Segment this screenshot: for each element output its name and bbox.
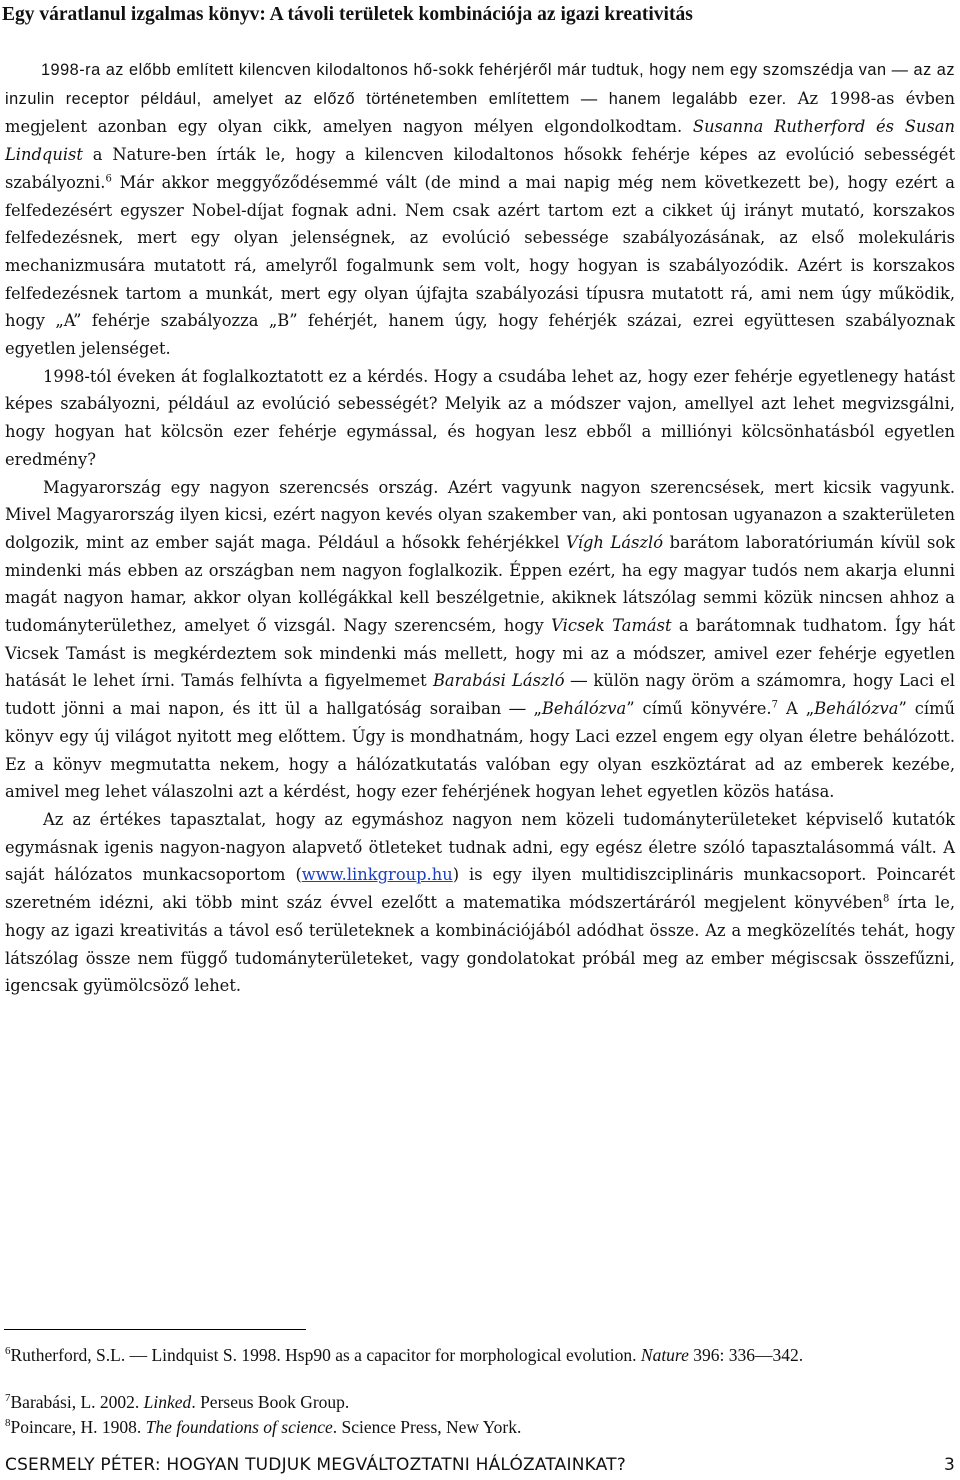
italic-text: Susanna Rutherford és Susan Lindquist <box>5 117 955 165</box>
footnote <box>5 1344 955 1366</box>
footnote <box>5 1391 955 1413</box>
paragraph <box>5 474 955 806</box>
page-number: 3 <box>943 1455 955 1475</box>
text-run: barátom laboratóriumán kívül sok mindenki más ebben az országban nem nagyon foglalkozik. Éppen ezért, ha egy magyar tudós nem akarja elunni magát nagyon hamar, akkor olyan kollégákkal kell beszélgetnie, akiknek látszólag semmi közük nincsen ahhoz a tudományterülethez, amelyet ő vizsgál. Nagy szerencsém, hogy <box>5 532 955 636</box>
italic-text: Linked <box>143 1392 192 1412</box>
text-run: . Perseus Book Group. <box>191 1392 350 1412</box>
paragraph <box>5 363 955 474</box>
text-run: 1998-ra az előbb említett kilencven kilodaltonos hő-sokk fehérjéről már tudtuk, hogy nem egy szomszédja van ― az az inzulin receptor például, amelyet az előző történetemben említettem ― hanem legalább ezer. <box>5 61 955 108</box>
footnote-divider <box>4 1329 306 1330</box>
text-run: . Science Press, New York. <box>332 1417 522 1437</box>
body-text <box>5 56 955 1000</box>
footnote-ref[interactable]: 8 <box>882 893 890 905</box>
text-run: 396: 336―342. <box>688 1345 804 1365</box>
paragraph <box>5 806 955 1000</box>
web-link[interactable]: www.linkgroup.hu <box>301 865 453 885</box>
text-run: ) is egy ilyen multidiszciplináris munkacsoport. Poincarét szeretném idézni, aki több mint száz évvel ezelőtt a matematika módszertáráról megjelent könyvében <box>5 865 955 913</box>
italic-text: The foundations of science <box>145 1417 333 1437</box>
paragraph <box>5 56 955 363</box>
italic-text: Behálózva <box>541 699 627 719</box>
footnote-number: 7 <box>5 1392 11 1405</box>
footnote-ref[interactable]: 6 <box>105 173 112 185</box>
text-run: ” című könyvére. <box>626 699 772 719</box>
running-title: CSERMELY PÉTER: HOGYAN TUDJUK MEGVÁLTOZTATNI HÁLÓZATAINKAT? <box>5 1455 626 1475</box>
text-run: Poincare, H. 1908. <box>10 1417 146 1437</box>
text-run: ” című könyv egy új világot nyitott meg előttem. Úgy is mondhatnám, hogy Laci ezzel engem egy olyan életre behálózott. Ez a könyv megmutatta nekem, hogy a hálózatkutatás valóban egy olyan eszköztárat ad az emberek kezébe, amivel meg lehet válaszolni azt a kérdést, hogy ezer fehérjének hogyan lehet egyetlen közös hatása. <box>5 699 956 802</box>
italic-text: Barabási László <box>432 671 565 691</box>
text-run: A „ <box>777 699 815 719</box>
text-run: Magyarország egy nagyon szerencsés ország. Azért vagyunk nagyon szerencsések, mert kicsik vagyunk. Mivel Magyarország ilyen kicsi, ezért nagyon kevés olyan szakember van, aki pontosan ugyanazon a szakterületen dolgozik, mint az ember saját maga. Például a hősokk fehérjékkel <box>5 477 955 552</box>
italic-text: Behálózva <box>814 699 899 719</box>
text-run: írta le, hogy az igazi kreativitás a távol eső területeknek a kombinációjából adódhat össze. Az a megközelítés tehát, hogy látszólag össze nem függő tudományterületeket, vagy gondolatokat próbál meg az ember mégiscsak összefűzni, igencsak gyümölcsöző lehet. <box>5 893 956 996</box>
text-run: Az az értékes tapasztalat, hogy az egymáshoz nagyon nem közeli tudományterületeket képviselő kutatók egymásnak igenis nagyon-nagyon alapvető ötleteket tudnak adni, egy egész életre szóló tapasztalásommá vált. A saját hálózatos munkacsoportom ( <box>5 809 955 885</box>
text-run: Már akkor meggyőződésemmé vált (de mind a mai napig még nem következett be), hogy ezért a felfedezésért egyszer Nobel-díjat fognak adni. Nem csak azért tartom ezt a cikket új irányt mutató, korszakos felfedezésnek, mert egy olyan jelenségnek, az evolúció sebessége szabályozásának, az első molekuláris mechanizmusára mutatott rá, amelyről fogalmunk sem volt, hogy hogyan is szabályozódik. Azért is korszakos felfedezésnek tartom a munkát, mert egy olyan újfajta szabályozási típusra mutatott rá, ami nem úgy működik, hogy „A” fehérje szabályozza „B” fehérjét, hanem úgy, hogy fehérjék százai, ezrei együttesen szabályoznak egyetlen jelenséget. <box>5 172 955 359</box>
text-run: Az 1998-as évben megjelent azonban egy olyan cikk, amelyen nagyon mélyen elgondolkodtam. <box>5 88 955 137</box>
italic-text: Vígh László <box>566 532 664 552</box>
text-run: Rutherford, S.L. ― Lindquist S. 1998. Hsp90 as a capacitor for morphological evolution. <box>10 1345 641 1365</box>
text-run: a barátomnak tudhatom. Így hát Vicsek Tamást is megkérdeztem sok mindenki más mellett, hogy mi az a módszer, amivel ezer fehérje egyetlen hatását le lehet írni. Tamás felhívta a figyelmemet <box>5 616 955 691</box>
footnote-number: 6 <box>5 1345 11 1358</box>
text-run: 1998-tól éveken át foglalkoztatott ez a kérdés. Hogy a csudába lehet az, hogy ezer fehérje egyetlenegy hatást képes szabályozni, például az evolúció sebességét? Melyik az a módszer vajon, amellyel azt lehet megvizsgálni, hogy hogyan hat kölcsön ezer fehérje egymással, és hogyan lesz ebből a milliónyi kölcsönhatásból egyetlen eredmény? <box>5 366 955 469</box>
text-run: Barabási, L. 2002. <box>10 1392 144 1412</box>
text-run: a Nature-ben írták le, hogy a kilencven kilodaltonos hősokk fehérje képes az evolúció sebességét szabályozni. <box>5 145 955 192</box>
footnote-number: 8 <box>5 1417 11 1430</box>
footnote <box>5 1416 955 1438</box>
page-footer <box>5 1453 955 1477</box>
footnote-ref[interactable]: 7 <box>771 699 778 711</box>
text-run: ― külön nagy öröm a számomra, hogy Laci el tudott jönni a mai napon, és itt ül a hallgatóság soraiban ― „ <box>5 671 955 719</box>
section-title: Egy váratlanul izgalmas könyv: A távoli területek kombinációja az igazi kreativitás <box>2 4 693 25</box>
italic-text: Vicsek Tamást <box>551 616 672 636</box>
italic-text: Nature <box>640 1345 689 1365</box>
